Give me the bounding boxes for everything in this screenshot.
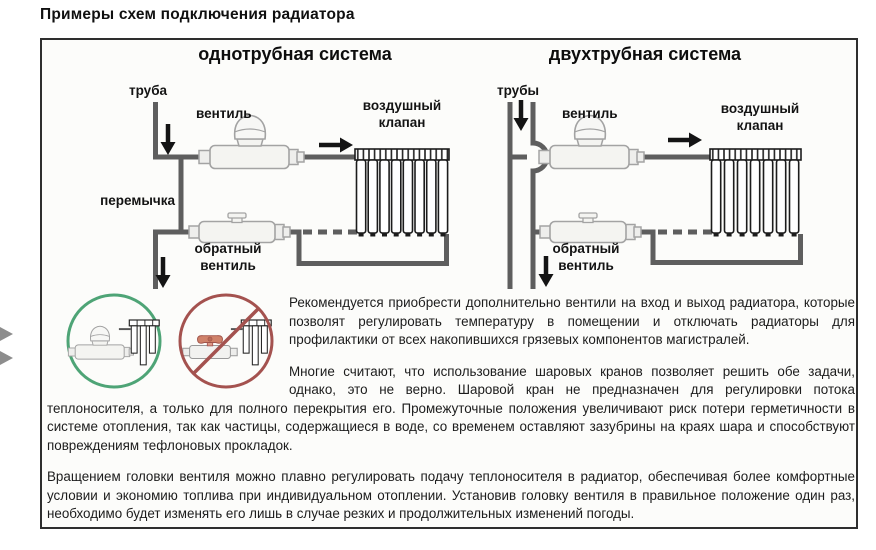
label-pipe: труба — [129, 83, 168, 98]
label-air-valve: воздушный клапан — [720, 101, 800, 134]
label-air-valve: воздушный клапан — [362, 98, 442, 131]
two-pipe-system-title: двухтрубная система — [548, 44, 742, 64]
note-paragraph-3: Вращением головки вентиля можно плавно регулировать подачу теплоносителя в радиатор, обеспечивая более комфортные условии и экономию топлива при индивидуальном отоплении. Установив головку вентиля в правильное положение один раз, необходимо будет изменять его лишь в случае резких и продолжительных изменений погоды. — [47, 469, 855, 521]
note-paragraph-2: Многие считают, что использование шаровых кранов позволяет решить обе задачи, однако, это не верно. Шаровой кран не предназначен для регулировки потока теплоносителя, а только для полного перекрытия его. Промежуточные положения увеличивают риск потери герметичности в системе отопления, так как частицы, содержащиеся в воде, со временем оставляют зазубрины на краях шара и способствуют повреждениям тефлоновых прокладок. — [47, 363, 855, 453]
notes-text — [47, 294, 855, 537]
label-valve: вентиль — [196, 106, 252, 121]
note-paragraph-1: Рекомендуется приобрести дополнительно вентили на вход и выход радиатора, которые позволят регулировать температуру в помещении и отключать радиаторы для профилактики от всех накопившихся грязевых компонентов магистралей. — [289, 295, 855, 347]
circles-spacer — [47, 294, 289, 394]
label-return-valve: обратный вентиль — [194, 241, 262, 274]
page-edge-marks — [0, 327, 13, 365]
label-valve: вентиль — [562, 106, 618, 121]
one-pipe-system-title: однотрубная система — [198, 44, 392, 64]
label-return-valve: обратный вентиль — [552, 241, 620, 274]
label-bypass: перемычка — [100, 193, 175, 208]
page-title: Примеры схем подключения радиатора — [40, 6, 355, 23]
label-pipes: трубы — [497, 83, 540, 98]
